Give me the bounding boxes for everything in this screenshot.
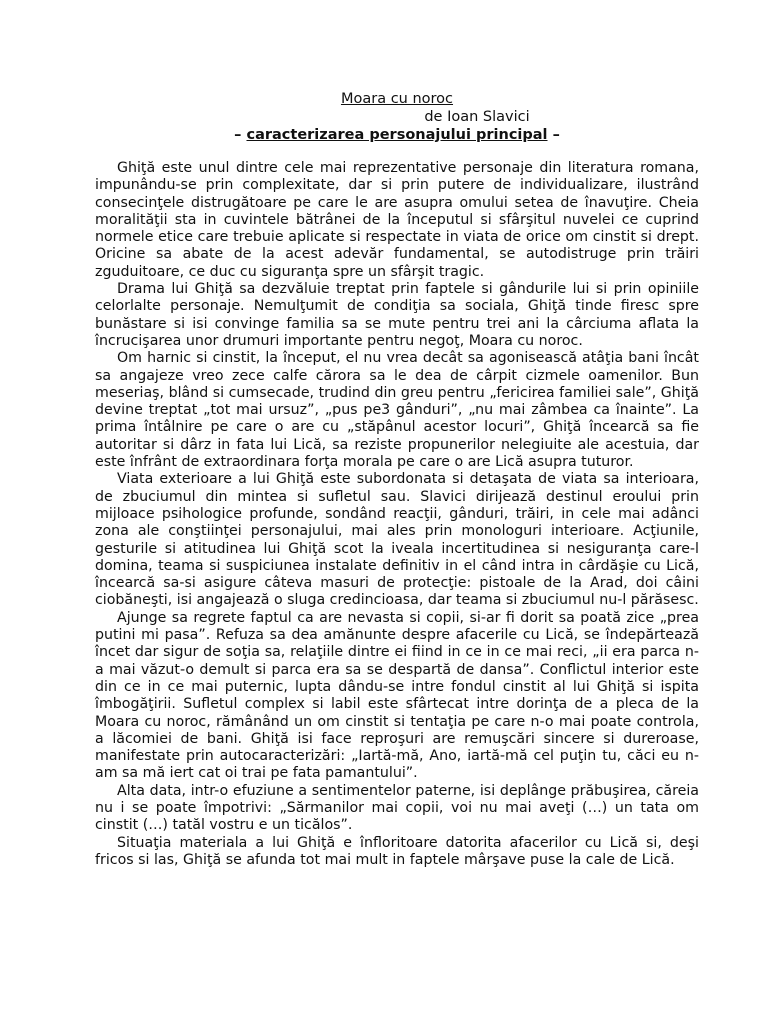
paragraph: Drama lui Ghiţă sa dezvăluie treptat prin faptele si gândurile lui si prin opiniile celorlalte personaje. Nemulţumit de condiţia sa sociala, Ghiţă tinde firesc spre bunăstare si isi convinge familia sa se mute pentru trei ani la cârciuma aflata la încrucişarea unor drumuri importante pentru negoţ, Moara cu noroc.	[95, 281, 699, 349]
paragraph: Om harnic si cinstit, la început, el nu vrea decât sa agonisească atâţia bani încât sa angajeze vreo zece calfe cărora sa le dea de cârpit cizmele oamenilor. Bun meseriaş, blând si cumsecade, trudind din greu pentru „fericirea familiei sale”, Ghiţă devine treptat „tot mai ursuz”, „pus pe3 gânduri”, „nu mai zâmbea ca înainte”. La prima întâlnire pe care o are cu „stăpânul acestor locuri”, Ghiţă încearcă sa fie autoritar si dârz in fata lui Lică, sa reziste propunerilor nelegiuite ale acestuia, dar este înfrânt de extraordinara forţa morala pe care o are Lică asupra tuturor.	[95, 350, 699, 471]
document-author: de Ioan Slavici	[424, 109, 530, 125]
subtitle-dash-left: –	[234, 127, 247, 143]
subtitle-text: caracterizarea personajului principal	[246, 127, 548, 143]
document-header	[95, 90, 699, 144]
paragraph: Situaţia materiala a lui Ghiţă e înfloritoare datorita afacerilor cu Lică si, deşi fricos si las, Ghiţă se afunda tot mai mult in faptele mârşave puse la cale de Lică.	[95, 834, 699, 868]
document-body	[95, 160, 699, 869]
document-page	[95, 90, 699, 869]
document-subtitle	[95, 126, 699, 144]
paragraph: Alta data, intr-o efuziune a sentimentelor paterne, isi deplânge prăbuşirea, căreia nu i se poate împotrivi: „Sărmanilor mai copii, voi nu mai aveţi (…) un tata om cinstit (…) tatăl vostru e un ticălos”.	[95, 782, 699, 834]
paragraph: Viata exterioare a lui Ghiţă este subordonata si detaşata de viata sa interioara, de zbuciumul din mintea si sufletul sau. Slavici dirijează destinul eroului prin mijloace psihologice profunde, sondând reacţii, gânduri, trăiri, in cele mai adânci zona ale conştiinţei personajului, mai ales prin monologuri interioare. Acţiunile, gesturile si atitudinea lui Ghiţă scot la iveala incertitudinea si nesiguranţa care-l domina, teama si suspiciunea instalate definitiv in el când intra in cârdăşie cu Lică, încearcă sa-si asigure câteva masuri de protecţie: pistoale de la Arad, doi câini ciobăneşti, isi angajează o sluga credincioasa, dar teama si zbuciumul nu-l părăsesc.	[95, 471, 699, 609]
paragraph: Ajunge sa regrete faptul ca are nevasta si copii, si-ar fi dorit sa poată zice „prea putini mi pasa”. Refuza sa dea amănunte despre afacerile cu Lică, se îndepărtează încet dar sigur de soţia sa, relaţiile dintre ei fiind in ce in ce mai reci, „ii era parca n-a mai văzut-o demult si parca era sa se despartă de dansa”. Conflictul interior este din ce in ce mai puternic, lupta dându-se intre fondul cinstit al lui Ghiţă si ispita îmbogăţirii. Sufletul complex si labil este sfârtecat intre dorinţa de a pleca de la Moara cu noroc, rămânând un om cinstit si tentaţia pe care n-o mai poate controla, a lăcomiei de bani. Ghiţă isi face reproşuri are remuşcări sincere si dureroase, manifestate prin autocaracterizări: „Iartă-mă, Ano, iartă-mă cel puţin tu, căci eu n-am sa mă iert cat oi trai pe fata pamantului”.	[95, 609, 699, 782]
subtitle-dash-right: –	[547, 127, 560, 143]
document-title: Moara cu noroc	[340, 91, 454, 107]
paragraph: Ghiţă este unul dintre cele mai reprezentative personaje din literatura romana, impunându-se prin complexitate, dar si prin putere de individualizare, ilustrând consecinţele distrugătoare pe care le are asupra omului setea de înavuţire. Cheia moralităţii sta in cuvintele bătrânei de la începutul si sfârşitul nuvelei ce cuprind normele etice care trebuie aplicate si respectate in viata de orice om cinstit si drept. Oricine sa abate de la acest adevăr fundamental, se autodistruge prin trăiri zguduitoare, ce duc cu siguranţa spre un sfârşit tragic.	[95, 160, 699, 280]
